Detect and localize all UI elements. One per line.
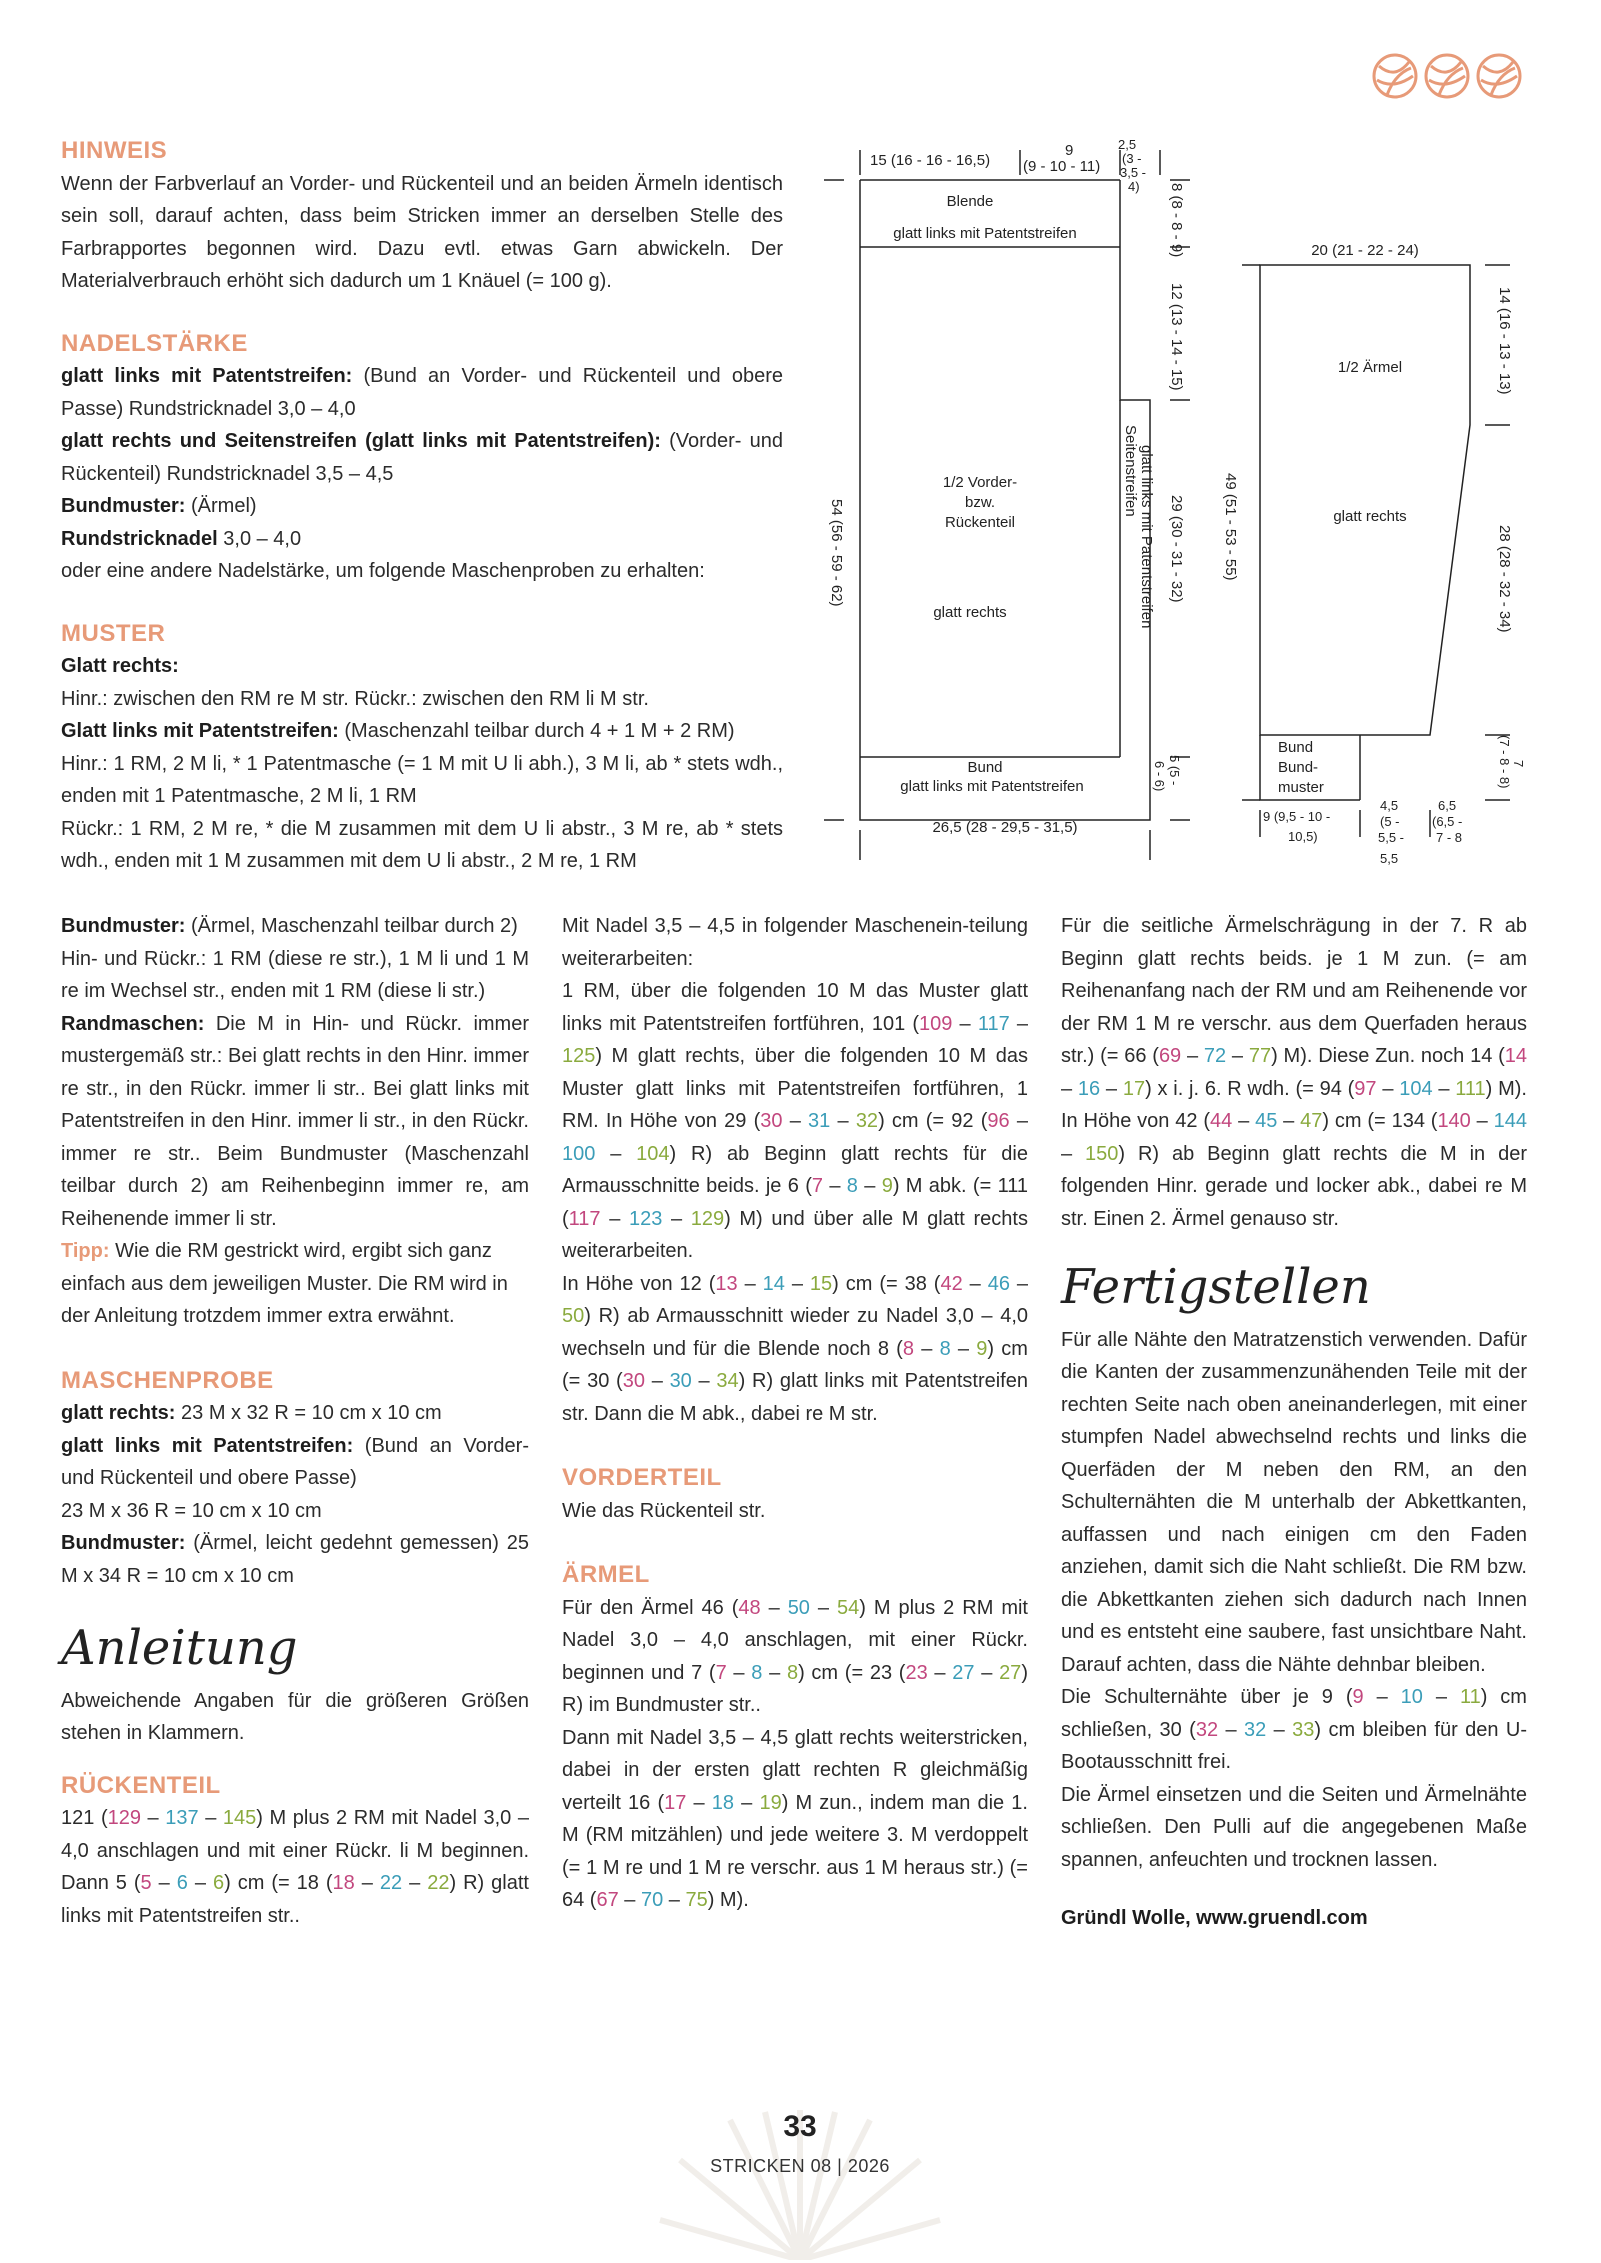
size: 9 (1352, 1686, 1364, 1708)
size: 30 (669, 1370, 692, 1392)
sleeve-dim-b2c: 5,5 - (1378, 830, 1405, 845)
size: 8 (939, 1337, 951, 1360)
label: Glatt rechts: (61, 655, 179, 677)
size: 104 (1399, 1077, 1433, 1100)
label: Randmaschen: (61, 1012, 205, 1035)
size: 129 (107, 1807, 141, 1829)
text: Für alle Nähte den Matratzenstich verwenden. Dafür die Kanten der zusammenzunähenden Teile mit der rechten Seite nach oben aneinanderlegen, mit einer stumpfen Nadel abwechselnd rechts und links die Querfäden der M neben den RM, an den Schulternähten die M unterhalb der Abkettkanten, auffassen und nach einigen cm den Faden anziehen, damit sich die Naht schließt. Die RM bzw. die Abkettkanten ziehen sich dadurch nach Innen und es entsteht eine saubere, fast unsichtbare Naht. Darauf achten, dass die Nähte dehnbar bleiben. (1061, 1328, 1527, 1676)
label: Bundmuster: (61, 1532, 186, 1554)
size: 45 (1255, 1110, 1278, 1132)
size: 18 (711, 1791, 735, 1814)
size: 19 (759, 1791, 782, 1814)
text: (Maschenzahl teilbar durch 4 + 1 M + 2 RM) (338, 720, 735, 742)
text: Hin- und Rückr.: 1 RM (diese re str.), 1 M li und 1 M re im Wechsel str., enden mit 1 RM (diese li str.) (61, 947, 529, 1002)
text: (Bund an Vorder- und Rückenteil und obere Passe) Rundstricknadel 3,0 – 4,0 (61, 365, 783, 420)
body-label-blende: Blende (946, 193, 994, 210)
size: 150 (1085, 1142, 1119, 1165)
size: 67 (596, 1889, 619, 1911)
text: ) M). Diese Zun. noch 14 ( (1271, 1045, 1505, 1067)
text: ) M glatt rechts, über die folgenden 10 M das Muster glatt links mit Patentstreifen fortführen, 1 RM. In Höhe von 29 ( (562, 1045, 1028, 1132)
column-3: Für die seitliche Ärmelschrägung in der 7. R ab Beginn glatt rechts beids. je 1 M zun. (= am Reihenanfang nach der RM und am Reihenende vor der RM 1 M re verschr. aus dem Querfaden heraus str.) (= 66 (69 – 72 – 77) M). Diese Zun. noch 14 (14 – 16 – 17) x i. j. 6. R wdh. (= 94 (97 – 104 – 111) M). In Höhe von 42 (44 – 45 – 47) cm (= 134 (140 – 144 – 150) R) ab Beginn glatt rechts die M in der folgenden Hinr. gerade und locker abk., dabei re M str. Einen 2. Ärmel genauso str. Fertigstellen Für alle Nähte den Matratzenstich verwenden. Dafür die Kanten der zusammenzunähenden Teile mit der rechten Seite nach oben aneinanderlegen, mit einer stumpfen Nadel abwechselnd rechts und links die Querfäden der M neben den RM, an den Schulternähten die M unterhalb der Abkettkanten, auffassen und nach einigen cm den Faden anziehen, damit sich die Naht schließt. Die RM bzw. die Abkettkanten ziehen sich dadurch nach Innen und es entsteht eine saubere, fast unsichtbare Naht. Darauf achten, dass die Nähte dehnbar bleiben. Die Schulternähte über je 9 (9 – 10 – 11) cm schließen, 30 (32 – 32 – 33) cm bleiben für den U-Bootausschnitt frei. Die Ärmel einsetzen und die Seiten und Ärmelnähte schließen. Den Pulli auf die angegebenen Maße spannen, anfeuchten und trocknen lassen. Gründl Wolle, www.gruendl.com (1061, 910, 1527, 1935)
size: 48 (738, 1596, 761, 1619)
body-dim-neck-2: (3 - (1122, 151, 1142, 166)
size: 11 (1459, 1686, 1481, 1708)
size: 30 (622, 1370, 645, 1392)
size: 54 (837, 1596, 860, 1619)
body-dim-shoulder-2: (9 - 10 - 11) (1023, 158, 1101, 175)
text: Rückr.: 1 RM, 2 M re, * die M zusammen mit dem U li abstr., 3 M re, ab * stets wdh., enden mit 1 M zusammen mit dem U li abstr., 2 M re, 1 RM (61, 817, 783, 872)
size: 17 (664, 1791, 687, 1814)
text: 1 RM, über die folgenden 10 M das Muster glatt links mit Patentstreifen fortführen, 101 ( (562, 980, 1028, 1035)
size: 10 (1400, 1686, 1423, 1708)
text: ) R) glatt links mit Patentstreifen str. Dann die M abk., dabei re M str. (562, 1370, 1028, 1425)
body-piece-3: Rückenteil (944, 514, 1016, 531)
sleeve-dim-top: 20 (21 - 22 - 24) (1311, 242, 1419, 259)
text: ) R) ab Beginn glatt rechts für die Armausschnitte beids. je 6 ( (562, 1142, 1028, 1197)
size: 31 (808, 1110, 831, 1132)
size: 96 (987, 1110, 1010, 1132)
text: ) cm (= 30 ( (562, 1337, 1028, 1392)
size: 70 (640, 1889, 664, 1911)
text: ) M abk. (= 111 ( (562, 1175, 1028, 1230)
text: ) R) ab Beginn glatt rechts die M in der folgenden Hinr. gerade und locker abk., dabei re M str. Einen 2. Ärmel genauso str. (1061, 1142, 1527, 1230)
body-dim-bottom: 26,5 (28 - 29,5 - 31,5) (932, 819, 1078, 836)
size: 7 (715, 1661, 727, 1684)
text: Mit Nadel 3,5 – 4,5 in folgender Maschenein-teilung weiterarbeiten: (562, 915, 1028, 970)
body-dim-neck-1: 2,5 (1118, 137, 1137, 152)
body-label-bund: Bund (967, 759, 1003, 776)
text: (Bund an Vorder- und Rückenteil und obere Passe) (61, 1434, 529, 1489)
footer (650, 2110, 950, 2260)
size: 15 (809, 1272, 833, 1295)
size: 33 (1292, 1718, 1315, 1741)
body-piece-2: bzw. (964, 494, 996, 511)
body-dim-8: 8 (8 - 8 - 9) (1168, 183, 1185, 258)
sleeve-dim-bottom-right-2: (7 - 8 - 8) (1497, 735, 1512, 789)
text: Hinr.: zwischen den RM re M str. Rückr.: zwischen den RM li M str. (61, 687, 649, 710)
size: 22 (379, 1872, 403, 1894)
size: 145 (222, 1807, 257, 1829)
size: 129 (690, 1207, 725, 1230)
sleeve-dim-b3c: 7 - 8 (1436, 830, 1463, 845)
size: 9 (881, 1175, 893, 1197)
text: Für die seitliche Ärmelschrägung in der 7. R ab Beginn glatt rechts beids. je 1 M zun. (= am Reihenanfang nach der RM und am Reihenende vor der RM 1 M re verschr. aus dem Querfaden heraus str.) (= 66 ( (1061, 915, 1527, 1067)
size: 17 (1122, 1077, 1146, 1100)
body-dim-54: 54 (56 - 59 - 62) (828, 499, 845, 607)
sleeve-glatt-rechts: glatt rechts (1333, 508, 1407, 525)
rueckenteil-heading: RÜCKENTEIL (61, 1771, 221, 1799)
size: 140 (1437, 1110, 1471, 1132)
body-glatt-rechts: glatt rechts (933, 604, 1007, 621)
sleeve-dim-b3: 6,5 (1438, 798, 1457, 813)
aermel-heading: ÄRMEL (562, 1561, 650, 1588)
text: ) cm schließen, 30 ( (1061, 1686, 1527, 1741)
size: 111 (1455, 1077, 1486, 1100)
text: Hinr.: 1 RM, 2 M li, * 1 Patentmasche (= 1 M mit U li abh.), 3 M li, ab * stets wdh., enden mit 1 Patentmasche, 2 M li, 1 RM (61, 752, 783, 807)
hinweis-text: Wenn der Farbverlauf an Vorder- und Rückenteil und an beiden Ärmeln identisch sein soll, darauf achten, dass beim Stricken immer an derselben Stelle des Farbrapportes begonnen wird. Dazu evtl. etwas Garn abwickeln. Der Materialverbrauch erhöht sich dadurch um 1 Knäuel (= 100 g). (61, 172, 783, 292)
sleeve-bund-1: Bund (1278, 739, 1314, 756)
label: glatt rechts und Seitenstreifen (glatt links mit Patentstreifen): (61, 430, 661, 452)
label: Glatt links mit Patentstreifen: (61, 720, 339, 742)
sleeve-dim-right-top: 14 (16 - 13 - 13) (1496, 287, 1513, 395)
size: 46 (987, 1272, 1010, 1295)
size: 16 (1077, 1077, 1101, 1100)
text: ) cm bleiben für den U-Bootausschnitt frei. (1061, 1718, 1527, 1773)
top-text-block (61, 135, 783, 878)
size: 27 (999, 1661, 1022, 1684)
fertigstellen-title: Fertigstellen (1061, 1259, 1371, 1315)
text: Die Schulternähte über je 9 ( (1061, 1686, 1353, 1708)
text: Wie die RM gestrickt wird, ergibt sich ganz einfach aus dem jeweiligen Muster. Die RM wird in der Anleitung trotzdem immer extra erwähnt. (61, 1240, 508, 1327)
size: 23 (905, 1661, 928, 1684)
body-label-blende-pattern: glatt links mit Patentstreifen (893, 225, 1077, 242)
size: 8 (902, 1337, 914, 1360)
size: 69 (1158, 1045, 1182, 1067)
size: 100 (562, 1142, 596, 1165)
text: ) M plus 2 RM mit Nadel 3,0 – 4,0 anschlagen, mit einer Rückr. beginnen und 7 ( (562, 1596, 1028, 1684)
size: 50 (562, 1305, 585, 1327)
yarn-balls-icon (1365, 50, 1535, 102)
size: 50 (787, 1596, 810, 1619)
text: 121 ( (61, 1807, 108, 1829)
sleeve-dim-b3b: (6,5 - (1432, 814, 1463, 829)
size: 14 (762, 1272, 785, 1295)
size: 8 (846, 1175, 858, 1197)
text: Wie das Rückenteil str. (562, 1499, 766, 1522)
text: Für den Ärmel 46 ( (562, 1596, 739, 1619)
body-dim-neck-4: 4) (1128, 179, 1140, 194)
column-2: Mit Nadel 3,5 – 4,5 in folgender Maschenein-teilung weiterarbeiten: 1 RM, über die folgenden 10 M das Muster glatt links mit Patentstreifen fortführen, 101 (109 – 117 – 125) M glatt rechts, über die folgenden 10 M das Muster glatt links mit Patentstreifen fortführen, 1 RM. In Höhe von 29 (30 – 31 – 32) cm (= 92 (96 – 100 – 104) R) ab Beginn glatt rechts für die Armausschnitte beids. je 6 (7 – 8 – 9) M abk. (= 111 (117 – 123 – 129) M) und über alle M glatt rechts weiterarbeiten. In Höhe von 12 (13 – 14 – 15) cm (= 38 (42 – 46 – 50) R) ab Armausschnitt wieder zu Nadel 3,0 – 4,0 wechseln und für die Blende noch 8 (8 – 8 – 9) cm (= 30 (30 – 30 – 34) R) glatt links mit Patentstreifen str. Dann die M abk., dabei re M str. VORDERTEIL Wie das Rückenteil str. ÄRMEL Für den Ärmel 46 (48 – 50 – 54) M plus 2 RM mit Nadel 3,0 – 4,0 anschlagen, mit einer Rückr. beginnen und 7 (7 – 8 – 8) cm (= 23 (23 – 27 – 27) R) im Bundmuster str.. Dann mit Nadel 3,5 – 4,5 glatt rechts weiterstricken, dabei in der ersten glatt rechten R gleichmäßig verteilt 16 (17 – 18 – 19) M zun., indem man die 1. M (RM mitzählen) und jede weitere 3. M verdoppelt (= 1 M re und 1 M re verschr. aus 1 M heraus str.) (= 64 (67 – 70 – 75) M). (562, 910, 1028, 1917)
size: 27 (952, 1661, 975, 1684)
size: 8 (786, 1661, 799, 1684)
text: ) cm (= 92 ( (878, 1110, 988, 1132)
text: ) M). (707, 1889, 749, 1911)
text: 23 M x 32 R = 10 cm x 10 cm (175, 1402, 442, 1424)
body-dim-29: 29 (30 - 31 - 32) (1168, 495, 1185, 603)
size: 8 (751, 1661, 763, 1684)
text: ) M plus 2 RM mit Nadel 3,0 – 4,0 anschlagen und mit einer Rückr. li M beginnen. Dann 5 ( (61, 1807, 529, 1894)
text: ) cm (= 38 ( (832, 1272, 941, 1295)
body-dim-12: 12 (13 - 14 - 15) (1168, 283, 1185, 391)
body-dim-top-left: 15 (16 - 16 - 16,5) (870, 152, 991, 169)
tipp-label: Tipp: (61, 1240, 110, 1262)
size: 104 (636, 1142, 670, 1165)
size: 109 (919, 1012, 953, 1035)
size: 47 (1300, 1110, 1323, 1132)
label: Rundstricknadel (61, 527, 218, 550)
text: ) x i. j. 6. R wdh. (= 94 ( (1145, 1077, 1355, 1100)
column-1: Bundmuster: (Ärmel, Maschenzahl teilbar durch 2) Hin- und Rückr.: 1 RM (diese re str.), 1 M li und 1 M re im Wechsel str., enden mit 1 RM (diese li str.) Randmaschen: Die M in Hin- und Rückr. immer mustergemäß str.: Bei glatt rechts in den Hinr. immer re str., in den Rückr. immer li str.. Bei glatt links mit Patentstreifen in den Hinr. immer li str., in den Rückr. immer re str.. Beim Bundmuster (Maschenzahl teilbar durch 2) am Reihenbeginn immer re, am Reihenende immer li str. Tipp: Wie die RM gestrickt wird, ergibt sich ganz einfach aus dem jeweiligen Muster. Die RM wird in der Anleitung trotzdem immer extra erwähnt. MASCHENPROBE glatt rechts: 23 M x 32 R = 10 cm x 10 cm glatt links mit Patentstreifen: (Bund an Vorder- und Rückenteil und obere Passe) 23 M x 36 R = 10 cm x 10 cm Bundmuster: (Ärmel, leicht gedehnt gemessen) 25 M x 34 R = 10 cm x 10 cm Anleitung Abweichende Angaben für die größeren Größen stehen in Klammern. RÜCKENTEIL 121 (129 – 137 – 145) M plus 2 RM mit Nadel 3,0 – 4,0 anschlagen und mit einer Rückr. li M beginnen. Dann 5 (5 – 6 – 6) cm (= 18 (18 – 22 – 22) R) glatt links mit Patentstreifen str.. (61, 915, 529, 1927)
magazine-label: STRICKEN 08 | 2026 (710, 2156, 890, 2176)
sleeve-bund-3: muster (1278, 779, 1324, 796)
text: oder eine andere Nadelstärke, um folgende Maschenproben zu erhalten: (61, 560, 705, 582)
credit: Gründl Wolle, www.gruendl.com (1061, 1907, 1368, 1929)
text: ) M zun., indem man die 1. M (RM mitzählen) und jede weitere 3. M verdoppelt (= 1 M re und 1 M re verschr. aus 1 M heraus str.) (= 64 ( (562, 1791, 1028, 1911)
sleeve-title: 1/2 Ärmel (1337, 359, 1403, 376)
size: 22 (427, 1872, 450, 1894)
sleeve-dim-b1: 9 (9,5 - 10 - (1263, 809, 1331, 824)
sleeve-bund-2: Bund- (1278, 759, 1319, 776)
body-dim-5b: 6 - 6) (1152, 761, 1167, 792)
text: ) R) ab Armausschnitt wieder zu Nadel 3,0 – 4,0 wechseln und für die Blende noch 8 ( (562, 1305, 1028, 1360)
text: ) cm (= 134 ( (1322, 1110, 1438, 1132)
sleeve-dim-b2b: (5 - (1380, 814, 1400, 829)
size: 117 (977, 1012, 1010, 1035)
maschenprobe-heading: MASCHENPROBE (61, 1366, 274, 1394)
nadelstaerke-heading: NADELSTÄRKE (61, 329, 248, 357)
text: (Ärmel) (185, 495, 257, 517)
size: 137 (165, 1807, 199, 1829)
text: 23 M x 36 R = 10 cm x 10 cm (61, 1499, 322, 1522)
size: 97 (1354, 1077, 1377, 1100)
size: 6 (212, 1872, 225, 1894)
body-dim-shoulder: 9 (1065, 142, 1074, 159)
text: Abweichende Angaben für die größeren Größen stehen in Klammern. (61, 1689, 529, 1744)
label: glatt rechts: (61, 1402, 176, 1424)
sleeve-dim-left: 49 (51 - 53 - 55) (1222, 473, 1239, 581)
size: 144 (1493, 1110, 1527, 1132)
sleeve-dim-b1b: 10,5) (1288, 829, 1318, 844)
text: ) cm (= 23 ( (798, 1661, 906, 1684)
text: (Vorder- und Rückenteil) Rundstricknadel 3,5 – 4,5 (61, 430, 783, 485)
body-dim-neck-3: 3,5 - (1120, 165, 1147, 180)
body-label-bund-pattern: glatt links mit Patentstreifen (900, 778, 1084, 795)
size: 32 (855, 1110, 879, 1132)
body-dim-5: 5 (5 - (1167, 755, 1182, 786)
body-piece-1: 1/2 Vorder- (942, 474, 1018, 491)
vorderteil-heading: VORDERTEIL (562, 1464, 722, 1491)
size: 14 (1504, 1045, 1528, 1067)
anleitung-title: Anleitung (61, 1620, 298, 1676)
body-side-2: glatt links mit Patentstreifen (1138, 445, 1155, 629)
size: 77 (1248, 1045, 1272, 1067)
label: Bundmuster: (61, 915, 186, 937)
text: ) M). In Höhe von 42 ( (1061, 1077, 1527, 1132)
sleeve-dim-bottom-right: 7 (1511, 760, 1526, 768)
body-side-1: Seitenstreifen (1122, 425, 1139, 517)
size: 125 (562, 1045, 596, 1067)
size: 5 (140, 1872, 152, 1894)
label: Bundmuster: (61, 495, 186, 517)
sleeve-dim-b2d: 5,5 (1380, 851, 1399, 866)
page-number: 33 (783, 2110, 817, 2143)
label: glatt links mit Patentstreifen: (61, 365, 353, 387)
muster-heading: MUSTER (61, 619, 166, 647)
text: Dann mit Nadel 3,5 – 4,5 glatt rechts weiterstricken, dabei in der ersten glatt rechten R gleichmäßig verteilt 16 ( (562, 1726, 1028, 1814)
text: ) R) glatt links mit Patentstreifen str.. (61, 1872, 529, 1927)
size: 18 (332, 1872, 355, 1894)
size: 72 (1203, 1045, 1227, 1067)
text: 3,0 – 4,0 (217, 527, 302, 550)
size: 44 (1210, 1110, 1233, 1132)
size: 34 (716, 1370, 739, 1392)
size: 75 (685, 1889, 708, 1911)
text: Die Ärmel einsetzen und die Seiten und Ärmelnähte schließen. Den Pulli auf die angegebenen Maße spannen, anfeuchten und trocknen lassen. (1061, 1783, 1527, 1871)
size: 117 (568, 1207, 601, 1230)
size: 13 (715, 1272, 738, 1295)
size: 32 (1244, 1718, 1267, 1741)
text: (Ärmel, Maschenzahl teilbar durch 2) (185, 915, 518, 937)
label: glatt links mit Patentstreifen: (61, 1434, 354, 1457)
size: 32 (1195, 1718, 1219, 1741)
hinweis-heading: HINWEIS (61, 137, 168, 164)
text: ) M) und über alle M glatt rechts weiterarbeiten. (562, 1207, 1028, 1262)
text: Die M in Hin- und Rückr. immer mustergemäß str.: Bei glatt rechts in den Hinr. immer re str., in den Rückr. immer li str.. Bei glatt links mit Patentstreifen in den Hinr. immer li str., in den Rückr. immer re str.. Beim Bundmuster (Maschenzahl teilbar durch 2) am Reihenbeginn immer re, am Reihenende immer li str. (61, 1012, 529, 1230)
sleeve-dim-right: 28 (28 - 32 - 34) (1496, 525, 1513, 633)
size: 6 (176, 1872, 188, 1894)
size: 9 (976, 1337, 988, 1360)
body-schematic (820, 135, 1225, 880)
text: ) cm (= 18 ( (224, 1872, 333, 1894)
size: 123 (628, 1207, 663, 1230)
size: 42 (940, 1272, 963, 1295)
text: (Ärmel, leicht gedehnt gemessen) 25 M x 34 R = 10 cm x 10 cm (61, 1532, 529, 1587)
sleeve-schematic (1220, 225, 1550, 880)
text: In Höhe von 12 ( (562, 1272, 716, 1295)
size: 7 (811, 1175, 823, 1197)
sleeve-dim-b2: 4,5 (1380, 798, 1399, 813)
text: ) R) im Bundmuster str.. (562, 1661, 1028, 1716)
size: 30 (760, 1110, 783, 1132)
